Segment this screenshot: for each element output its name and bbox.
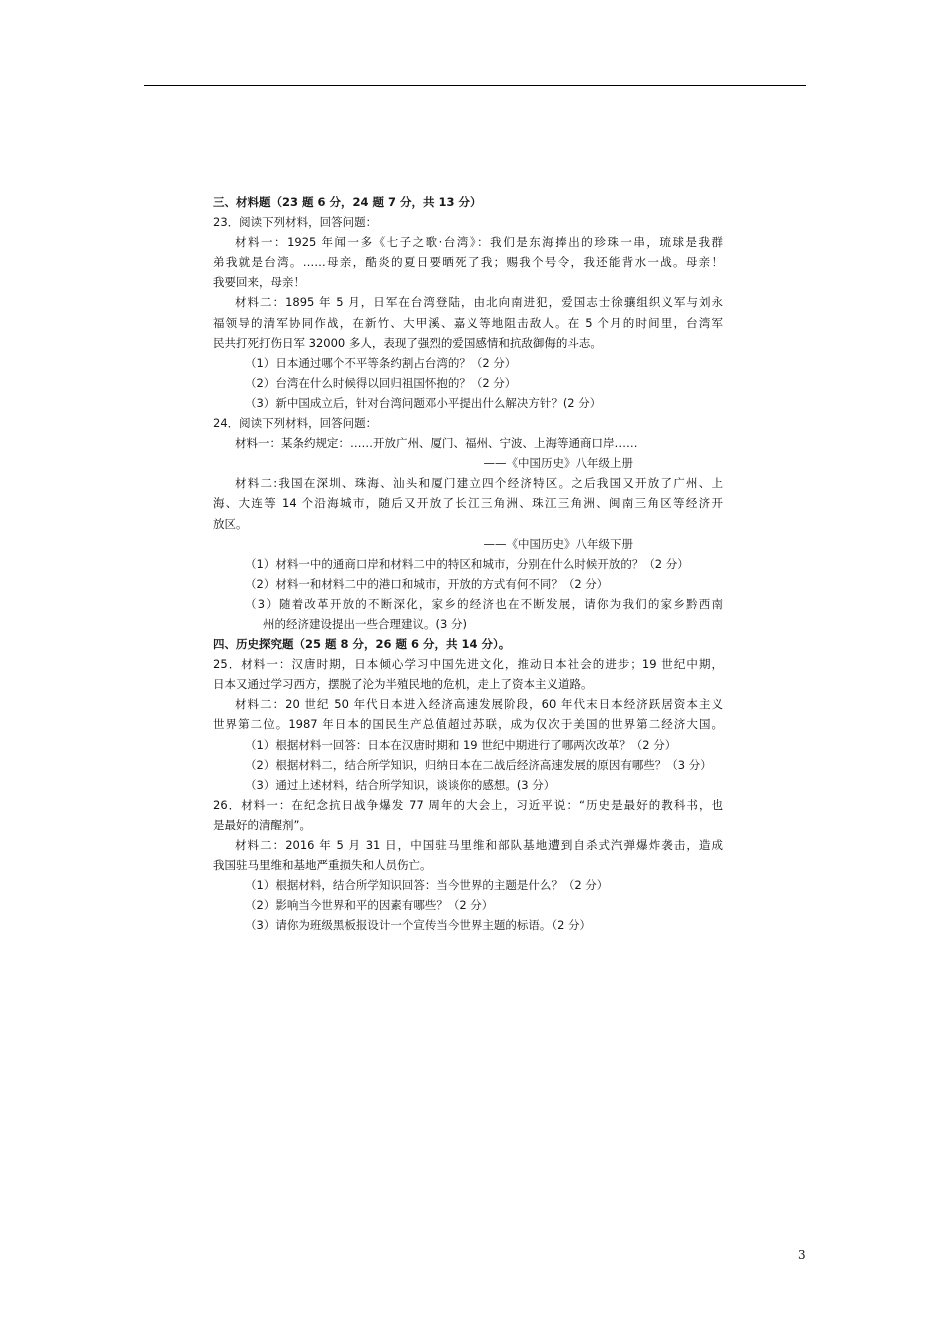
q23-sub-question-2: （2）台湾在什么时候得以回归祖国怀抱的？（2 分） [245,375,517,390]
q25-sub-question-1: （1）根据材料一回答：日本在汉唐时期和 19 世纪中期进行了哪两次改革？（2 分） [245,737,677,752]
q23-sub-question-1: （1）日本通过哪个不平等条约割占台湾的？（2 分） [245,355,517,370]
q26-material-2-line-2: 我国驻马里维和基地严重损失和人员伤亡。 [213,858,432,873]
q25-material-2-line-2: 世界第二位。1987 年日本的国民生产总值超过苏联，成为仅次于美国的世界第二经济大国。 [213,717,723,732]
section-heading-materials: 三、材料题（23 题 6 分，24 题 7 分，共 13 分） [213,195,482,209]
q23-material-2-line-3: 民共打死打伤日军 32000 多人，表现了强烈的爱国感情和抗敌御侮的斗志。 [213,335,602,350]
header-rule [144,85,806,86]
q24-sub-question-3-line-2: 州的经济建设提出一些合理建议。(3 分) [263,616,467,631]
q26-material-2-line-1: 材料二：2016 年 5 月 31 日，中国驻马里维和部队基地遭到自杀式汽弹爆炸袭击，造成 [235,838,723,852]
q23-material-1-line-3: 我要回来，母亲！ [213,275,305,290]
page-number: 3 [798,1248,806,1262]
exam-content [213,192,723,935]
q24-material-2-source: ——《中国历史》八年级下册 [483,536,633,551]
q25-sub-question-2: （2）根据材料二，结合所学知识，归纳日本在二战后经济高速发展的原因有哪些？（3 分） [245,757,712,772]
q24-material-1-source: ——《中国历史》八年级上册 [483,456,633,471]
question-24-prompt: 24．阅读下列材料，回答问题： [213,416,378,431]
q23-material-1-line-2: 弟我就是台湾。……母亲，酷炎的夏日要晒死了我；赐我个号令，我还能背水一战。母亲！ [213,255,723,270]
q24-sub-question-1: （1）材料一中的通商口岸和材料二中的特区和城市，分别在什么时候开放的？（2 分） [245,556,689,571]
q26-material-1-line-2: 是最好的清醒剂”。 [213,817,311,832]
q26-sub-question-3: （3）请你为班级黑板报设计一个宣传当今世界主题的标语。（2 分） [245,918,592,933]
q23-material-2-line-2: 福领导的清军协同作战，在新竹、大甲溪、嘉义等地阻击敌人。在 5 个月的时间里，台湾军 [213,315,723,330]
q25-material-1-line-2: 日本又通过学习西方，摆脱了沦为半殖民地的危机，走上了资本主义道路。 [213,677,593,692]
q26-sub-question-2: （2）影响当今世界和平的因素有哪些？（2 分） [245,898,494,913]
q25-sub-question-3: （3）通过上述材料，结合所学知识，谈谈你的感想。(3 分） [245,777,556,792]
q25-material-1-line-1: 25．材料一：汉唐时期，日本倾心学习中国先进文化，推动日本社会的进步；19 世纪中期， [213,657,723,672]
q24-material-1: 材料一：某条约规定：……开放广州、厦门、福州、宁波、上海等通商口岸…… [235,436,638,451]
q23-material-2-line-1: 材料二：1895 年 5 月，日军在台湾登陆，由北向南进犯，爱国志士徐骧组织义军与刘永 [235,295,723,310]
q25-material-2-line-1: 材料二：20 世纪 50 年代日本进入经济高速发展阶段，60 年代末日本经济跃居资本主义 [235,697,723,712]
q26-material-1-line-1: 26．材料一：在纪念抗日战争爆发 77 周年的大会上，习近平说：“历史是最好的教科书，也 [213,797,723,812]
q24-material-2-line-3: 放区。 [213,516,248,531]
q23-sub-question-3: （3）新中国成立后，针对台湾问题邓小平提出什么解决方针？(2 分） [245,395,602,410]
q24-material-2-line-1: 材料二:我国在深圳、珠海、汕头和厦门建立四个经济特区。之后我国又开放了广州、上 [235,476,723,491]
q23-material-1-line-1: 材料一：1925 年闻一多《七子之歌·台湾》：我们是东海捧出的珍珠一串，琉球是我群 [235,235,723,250]
section-heading-inquiry: 四、历史探究题（25 题 8 分，26 题 6 分，共 14 分）。 [213,637,511,652]
q26-sub-question-1: （1）根据材料，结合所学知识回答：当今世界的主题是什么？（2 分） [245,878,609,893]
q24-sub-question-2: （2）材料一和材料二中的港口和城市，开放的方式有何不同？（2 分） [245,576,609,591]
q24-material-2-line-2: 海、大连等 14 个沿海城市，随后又开放了长江三角洲、珠江三角洲、闽南三角区等经济开 [213,496,723,511]
question-23-prompt: 23．阅读下列材料，回答问题： [213,215,378,230]
q24-sub-question-3-line-1: （3）随着改革开放的不断深化，家乡的经济也在不断发展，请你为我们的家乡黔西南 [245,596,723,611]
